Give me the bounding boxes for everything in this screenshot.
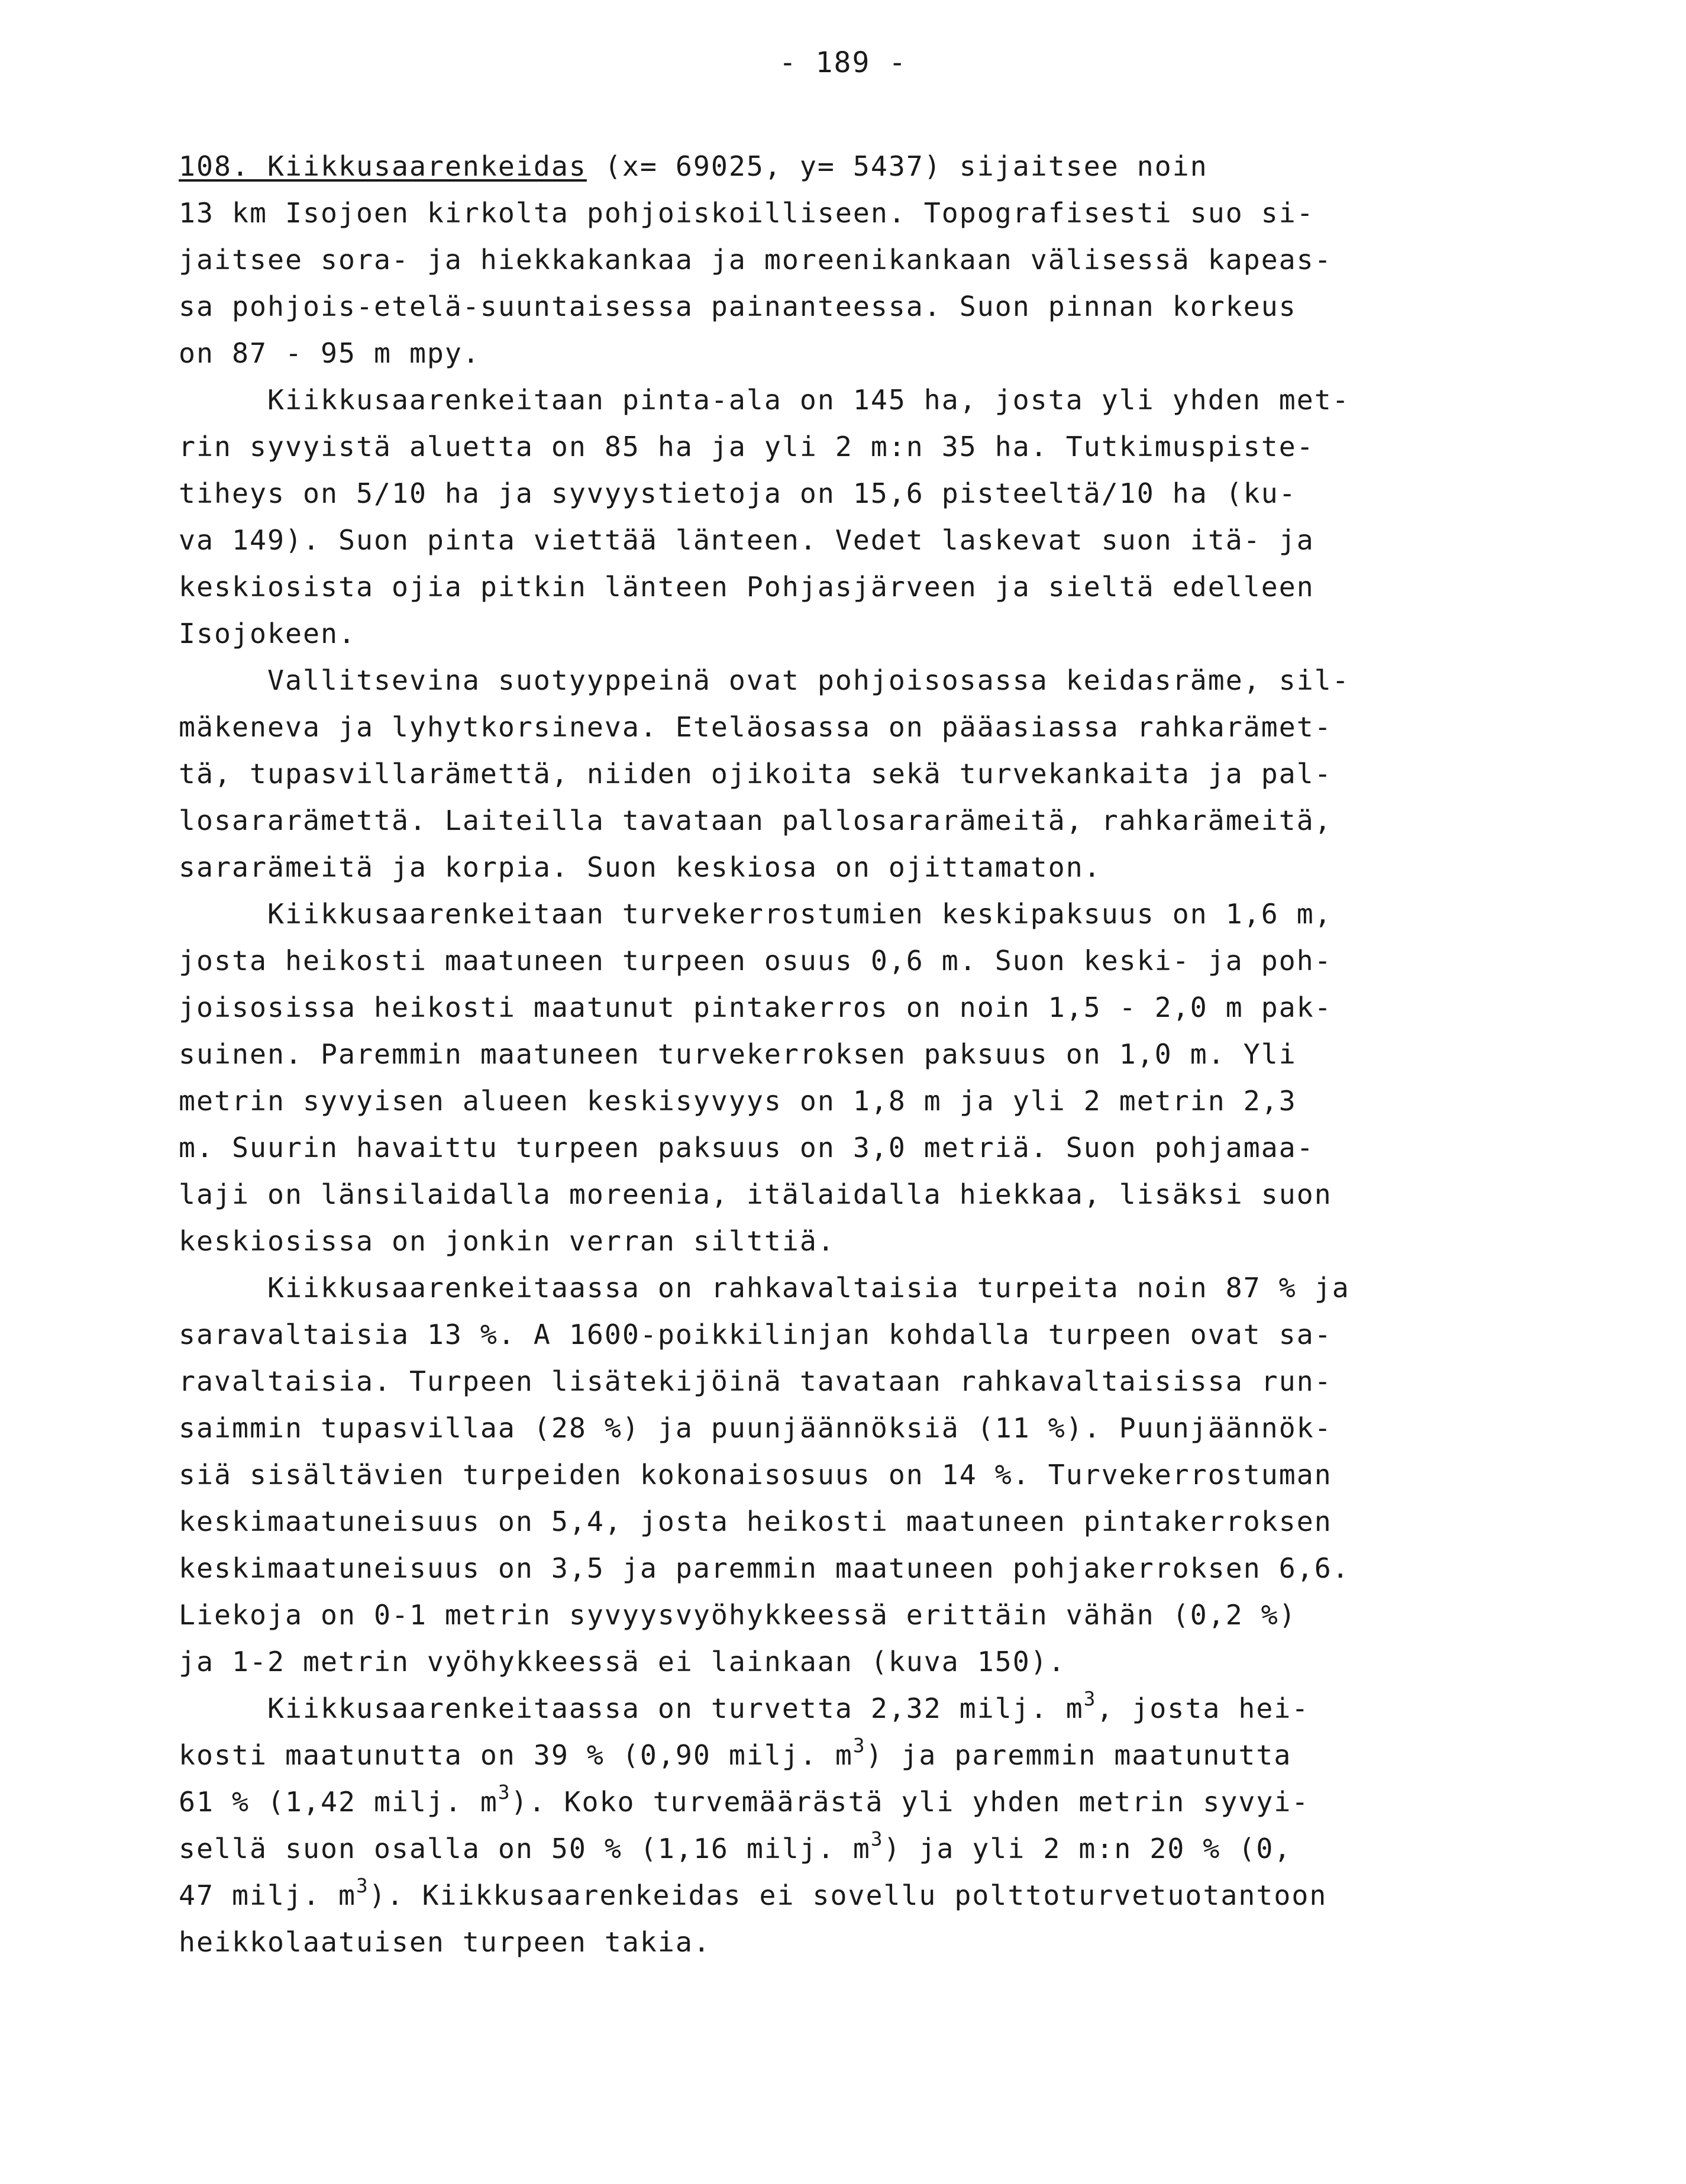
- section-coordinates: (x= 69025, y= 5437) sijaitsee noin: [586, 150, 1208, 182]
- text-line: sa pohjois-etelä-suuntaisessa painanteessa. Suon pinnan korkeus: [179, 290, 1297, 322]
- text-line: Isojokeen.: [179, 618, 356, 650]
- text-line: sararämeitä ja korpia. Suon keskiosa on ojittamaton.: [179, 851, 1102, 883]
- text-line: 47 milj. $m^3$). Kiikkusaarenkeidas ei sovellu polttoturvetuotantoon: [179, 1874, 1328, 1911]
- text-line: saimmin tupasvillaa (28 %) ja puunjäännöksiä (11 %). Puunjäännök-: [179, 1412, 1332, 1444]
- text-line: mäkeneva ja lyhytkorsineva. Eteläosassa on pääasiassa rahkarämet-: [179, 711, 1332, 743]
- superscript: 3: [498, 1781, 511, 1804]
- text-line: tä, tupasvillarämettä, niiden ojikoita sekä turvekankaita ja pal-: [179, 758, 1332, 790]
- text-line: keskimaatuneisuus on 5,4, josta heikosti maatuneen pintakerroksen: [179, 1505, 1332, 1537]
- section-heading-line: [179, 150, 1208, 182]
- text-line: siä sisältävien turpeiden kokonaisosuus on 14 %. Turvekerrostuman: [179, 1459, 1332, 1491]
- text-line: josta heikosti maatuneen turpeen osuus 0,6 m. Suon keski- ja poh-: [179, 945, 1332, 977]
- text-line: laji on länsilaidalla moreenia, itälaidalla hiekkaa, lisäksi suon: [179, 1178, 1332, 1210]
- text-line: Liekoja on 0-1 metrin syvyysvyöhykkeessä erittäin vähän (0,2 %): [179, 1599, 1297, 1631]
- text-line: Vallitsevina suotyyppeinä ovat pohjoisosassa keidasräme, sil-: [179, 664, 1350, 696]
- text-line: saravaltaisia 13 %. A 1600-poikkilinjan kohdalla turpeen ovat sa-: [179, 1319, 1332, 1351]
- text-line: metrin syvyisen alueen keskisyvyys on 1,8 m ja yli 2 metrin 2,3: [179, 1085, 1297, 1117]
- text-line: losararämettä. Laiteilla tavataan pallosararämeitä, rahkarämeitä,: [179, 805, 1332, 836]
- text-line: 13 km Isojoen kirkolta pohjoiskoilliseen. Topografisesti suo si-: [179, 197, 1314, 229]
- text-line: keskimaatuneisuus on 3,5 ja paremmin maatuneen pohjakerroksen 6,6.: [179, 1552, 1350, 1584]
- superscript: 3: [870, 1827, 884, 1850]
- text-line: ravaltaisia. Turpeen lisätekijöinä tavataan rahkavaltaisissa run-: [179, 1365, 1332, 1397]
- text-line: suinen. Paremmin maatuneen turvekerroksen paksuus on 1,0 m. Yli: [179, 1038, 1297, 1070]
- text-line: va 149). Suon pinta viettää länteen. Vedet laskevat suon itä- ja: [179, 524, 1314, 556]
- text-line: ja 1-2 metrin vyöhykkeessä ei lainkaan (kuva 150).: [179, 1646, 1066, 1678]
- text-line: 61 % (1,42 milj. $m^3$). Koko turvemäärästä yli yhden metrin syvyi-: [179, 1781, 1310, 1818]
- text-line: keskiosissa on jonkin verran silttiä.: [179, 1225, 835, 1257]
- superscript: 3: [1083, 1687, 1097, 1710]
- text-line: m. Suurin havaittu turpeen paksuus on 3,0 metriä. Suon pohjamaa-: [179, 1132, 1314, 1164]
- text-line: heikkolaatuisen turpeen takia.: [179, 1926, 711, 1958]
- text-line: Kiikkusaarenkeitaassa on turvetta 2,32 milj. $m^3$, josta hei-: [179, 1687, 1310, 1724]
- text-line: keskiosista ojia pitkin länteen Pohjasjärveen ja sieltä edelleen: [179, 571, 1314, 603]
- text-line: Kiikkusaarenkeitaan pinta-ala on 145 ha, josta yli yhden met-: [179, 384, 1350, 416]
- text-line: rin syvyistä aluetta on 85 ha ja yli 2 m:n 35 ha. Tutkimuspiste-: [179, 431, 1314, 463]
- page-number: - 189 -: [779, 46, 907, 79]
- section-title: 108. Kiikkusaarenkeidas: [179, 150, 587, 182]
- text-line: Kiikkusaarenkeitaan turvekerrostumien keskipaksuus on 1,6 m,: [179, 898, 1332, 930]
- text-line: on 87 - 95 m mpy.: [179, 337, 480, 369]
- text-line: Kiikkusaarenkeitaassa on rahkavaltaisia turpeita noin 87 % ja: [179, 1272, 1350, 1304]
- superscript: 3: [356, 1874, 369, 1897]
- text-line: jaitsee sora- ja hiekkakankaa ja moreenikankaan välisessä kapeas-: [179, 244, 1332, 276]
- text-line: kosti maatunutta on 39 % (0,90 milj. $m^3$) ja paremmin maatunutta: [179, 1734, 1292, 1771]
- text-line: sellä suon osalla on 50 % (1,16 milj. $m^3$) ja yli 2 m:n 20 % (0,: [179, 1827, 1292, 1865]
- superscript: 3: [852, 1734, 866, 1757]
- text-line: tiheys on 5/10 ha ja syvyystietoja on 15,6 pisteeltä/10 ha (ku-: [179, 477, 1297, 509]
- text-line: joisosissa heikosti maatunut pintakerros on noin 1,5 - 2,0 m pak-: [179, 991, 1332, 1023]
